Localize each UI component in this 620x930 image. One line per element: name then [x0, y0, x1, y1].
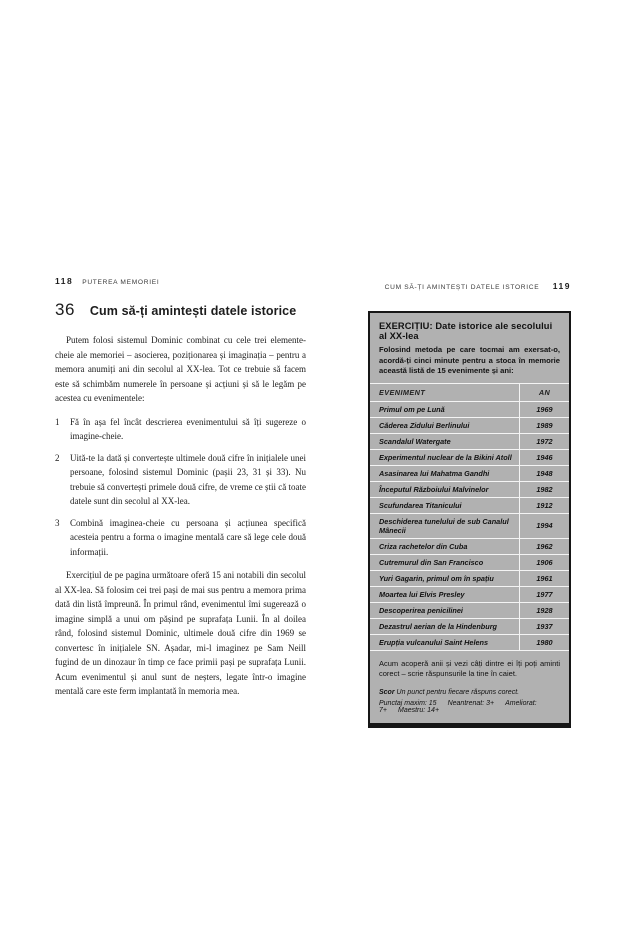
- page-left: [55, 276, 306, 699]
- exercise-table-rows: [370, 402, 569, 651]
- step-item: [55, 451, 306, 509]
- event-cell: Yuri Gagarin, primul om în spațiu: [370, 571, 520, 586]
- year-cell: 1994: [536, 521, 553, 531]
- numbered-steps: [55, 415, 306, 560]
- table-row: [370, 587, 569, 603]
- score-threshold: Maestru: 14+: [397, 706, 440, 714]
- event-cell: Criza rachetelor din Cuba: [370, 539, 520, 554]
- closing-paragraph: Exercițiul de pe pagina următoare oferă 15 ani notabili din secolul al XX-lea. Să folosim cei trei pași de mai sus pentru a memora prima dată din listă împreună. În primul rând, evenimentul îmi sugerează o imagine simplă a unui om pășind pe suprafața Lunii. În al doilea rând, folosind sistemul Dominic, ultimele două cifre din 1969 se convertesc în inițialele SN. Așadar, mi-l imaginez pe Sam Neill fugind de un dinozaur în timp ce face primii pași pe suprafața Lunii. Acum evenimentul și anul sunt de neșters, legate într-o imagine mentală care este ferm implantată în memoria mea.: [55, 570, 306, 696]
- year-cell: 1948: [536, 468, 553, 478]
- score-threshold: Ameliorat: 7+: [379, 699, 537, 714]
- exercise-intro: Folosind metoda pe care tocmai am exersat-o, acordă-ți cinci minute pentru a stoca în memorie această listă de 15 evenimente și ani:: [379, 345, 560, 376]
- year-cell: 1937: [536, 621, 553, 631]
- running-head-right: [368, 276, 571, 294]
- score-thresholds: [370, 696, 569, 723]
- intro-paragraph: Putem folosi sistemul Dominic combinat cu cele trei elemente-cheie ale memoriei – asocierea, poziționarea și imaginația – pentru a memora anumiți ani din secolul al XX-lea. Tot ce trebuie să facem este să schimbăm numerele în persoane și acțiuni și să le legăm pe acestea cu evenimentele:: [55, 335, 306, 403]
- table-row: [370, 402, 569, 418]
- year-cell: 1977: [536, 589, 553, 599]
- table-header-row: [370, 384, 569, 402]
- year-cell: 1962: [536, 541, 553, 551]
- table-row: [370, 514, 569, 539]
- score-line: [370, 680, 569, 696]
- step-item: [55, 415, 306, 444]
- score-text: Un punct pentru fiecare răspuns corect.: [396, 688, 520, 696]
- step-number: 3: [55, 517, 60, 528]
- year-cell: 1969: [536, 404, 553, 414]
- step-item: [55, 516, 306, 560]
- step-number: 2: [55, 452, 60, 463]
- table-row: [370, 434, 569, 450]
- running-head-right-label: CUM SĂ-ȚI AMINTEȘTI DATELE ISTORICE: [384, 284, 540, 291]
- score-threshold: Punctaj maxim: 15: [379, 699, 437, 707]
- year-cell: 1912: [536, 500, 553, 510]
- table-row: [370, 555, 569, 571]
- column-header-event: EVENIMENT: [370, 384, 520, 401]
- event-cell: Primul om pe Lună: [370, 402, 520, 417]
- column-header-year: AN: [538, 387, 551, 397]
- table-row: [370, 498, 569, 514]
- table-row: [370, 571, 569, 587]
- step-text: Uită-te la dată și convertește ultimele două cifre în inițialele unei persoane, folosind sistemul Dominic (pașii 23, 31 și 33). Nu trebuie să convertești primele două cifre, de vreme ce știi că toate datele sunt din secolul al XX-lea.: [70, 452, 306, 506]
- event-cell: Erupția vulcanului Saint Helens: [370, 635, 520, 650]
- year-cell: 1906: [536, 557, 553, 567]
- event-cell: Dezastrul aerian de la Hindenburg: [370, 619, 520, 634]
- event-cell: Moartea lui Elvis Presley: [370, 587, 520, 602]
- year-cell: 1980: [536, 637, 553, 647]
- exercise-title: EXERCIȚIU: Date istorice ale secolului al XX-lea: [379, 321, 553, 341]
- step-number: 1: [55, 416, 60, 427]
- event-cell: Scufundarea Titanicului: [370, 498, 520, 513]
- event-cell: Cutremurul din San Francisco: [370, 555, 520, 570]
- event-cell: Descoperirea penicilinei: [370, 603, 520, 618]
- event-cell: Începutul Războiului Malvinelor: [370, 482, 520, 497]
- running-head-left-label: PUTEREA MEMORIEI: [82, 279, 160, 286]
- exercise-table: [370, 383, 569, 651]
- table-row: [370, 619, 569, 635]
- table-row: [370, 635, 569, 651]
- table-row: [370, 418, 569, 434]
- page-number-left: 118: [55, 276, 74, 286]
- chapter-heading: [55, 300, 306, 320]
- step-text: Fă în așa fel încât descrierea evenimentului să îți sugereze o imagine-cheie.: [70, 416, 306, 441]
- year-cell: 1972: [536, 436, 553, 446]
- chapter-number: 36: [55, 300, 75, 319]
- step-text: Combină imaginea-cheie cu persoana și acțiunea specifică acesteia pentru a forma o imagine mentală care să lege cele două informații.: [70, 517, 306, 557]
- table-row: [370, 466, 569, 482]
- event-cell: Asasinarea lui Mahatma Gandhi: [370, 466, 520, 481]
- page-right: [368, 276, 571, 728]
- table-row: [370, 603, 569, 619]
- score-threshold: Neantrenat: 3+: [447, 699, 495, 707]
- table-row: [370, 482, 569, 498]
- year-cell: 1928: [536, 605, 553, 615]
- exercise-outro: Acum acoperă anii și vezi câți dintre ei îți poți aminti corect – scrie răspunsurile la tine în caiet.: [379, 658, 560, 679]
- year-cell: 1961: [536, 573, 553, 583]
- event-cell: Experimentul nuclear de la Bikini Atoll: [370, 450, 520, 465]
- year-cell: 1982: [536, 484, 553, 494]
- event-cell: Deschiderea tunelului de sub Canalul Mânecii: [370, 514, 520, 538]
- running-head-left: [55, 276, 306, 286]
- event-cell: Scandalul Watergate: [370, 434, 520, 449]
- year-cell: 1946: [536, 452, 553, 462]
- page-number-right: 119: [552, 281, 571, 291]
- exercise-box: [368, 311, 571, 728]
- table-row: [370, 539, 569, 555]
- table-row: [370, 450, 569, 466]
- chapter-title: Cum să-ți amintești datele istorice: [89, 304, 297, 318]
- year-cell: 1989: [536, 420, 553, 430]
- event-cell: Căderea Zidului Berlinului: [370, 418, 520, 433]
- score-label: Scor: [379, 688, 395, 696]
